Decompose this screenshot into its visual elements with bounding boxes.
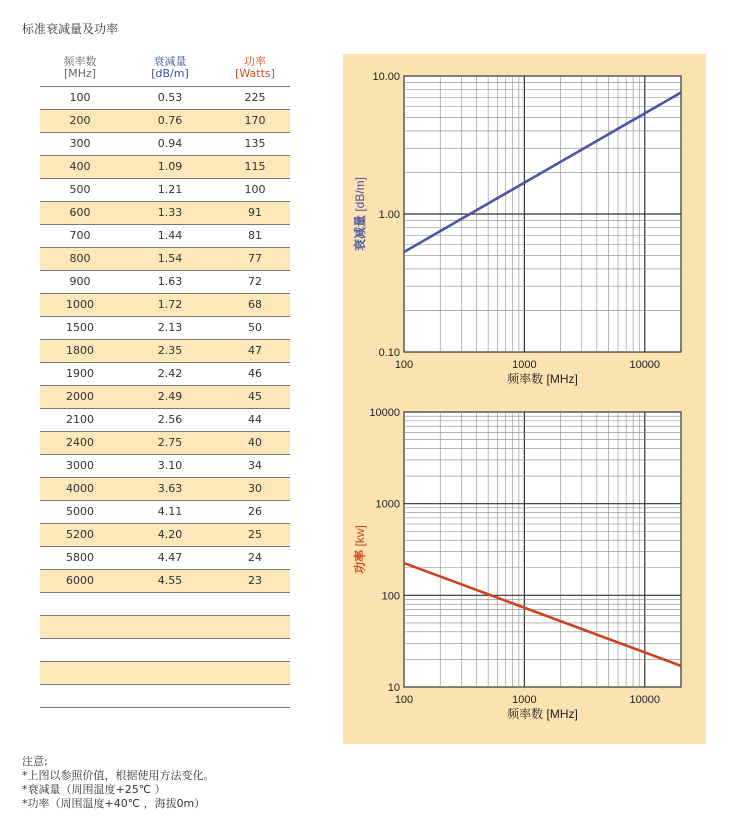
cell-power: 68 [248, 298, 262, 311]
notes [22, 755, 215, 811]
cell-frequency: 100 [69, 91, 91, 104]
cell-power: 115 [244, 160, 266, 173]
cell-attenuation: 1.09 [157, 160, 183, 173]
note-line: *衰减量（周围温度+25℃ ） [22, 783, 166, 796]
cell-frequency: 2400 [66, 436, 94, 449]
table-row [40, 271, 290, 294]
y-axis-label: 衰减量 [dB/m] [353, 176, 367, 252]
cell-power: 24 [248, 551, 262, 564]
table-row [40, 225, 290, 248]
cell-frequency: 5000 [66, 505, 94, 518]
table-row [40, 202, 290, 225]
cell-power: 47 [248, 344, 262, 357]
y-tick-label: 10000 [369, 407, 400, 419]
cell-attenuation: 3.10 [157, 459, 183, 472]
cell-frequency: 900 [69, 275, 91, 288]
cell-frequency: 1900 [66, 367, 94, 380]
table-row [40, 317, 290, 340]
table-row [40, 179, 290, 202]
table-row [40, 432, 290, 455]
header-attenuation-unit: [dB/m] [151, 67, 189, 80]
notes-heading: 注意: [22, 755, 48, 768]
table-row [40, 616, 290, 639]
y-axis-label: 功率 [kw] [353, 525, 367, 574]
table-row [40, 363, 290, 386]
table-row [40, 409, 290, 432]
cell-power: 40 [248, 436, 262, 449]
cell-frequency: 1000 [66, 298, 94, 311]
cell-frequency: 400 [69, 160, 91, 173]
page-title: 标准衰减量及功率 [22, 22, 119, 36]
cell-power: 34 [248, 459, 262, 472]
table-row [40, 340, 290, 363]
cell-frequency: 200 [69, 114, 91, 127]
table-row [40, 86, 290, 110]
table-row [40, 478, 290, 501]
table-row [40, 524, 290, 547]
table-row [40, 662, 290, 685]
cell-attenuation: 0.53 [157, 91, 183, 104]
cell-attenuation: 0.94 [157, 137, 183, 150]
cell-attenuation: 3.63 [157, 482, 183, 495]
cell-power: 30 [248, 482, 262, 495]
cell-attenuation: 1.33 [157, 206, 183, 219]
header-power-label: 功率 [244, 55, 266, 68]
cell-power: 26 [248, 505, 262, 518]
cell-power: 225 [244, 91, 266, 104]
table-row [40, 248, 290, 271]
header-frequency [40, 56, 120, 80]
cell-frequency: 700 [69, 229, 91, 242]
cell-power: 46 [248, 367, 262, 380]
cell-frequency: 6000 [66, 574, 94, 587]
cell-power: 135 [244, 137, 266, 150]
table-row [40, 110, 290, 133]
header-power [215, 56, 295, 80]
cell-attenuation: 1.54 [157, 252, 183, 265]
table-row [40, 501, 290, 524]
cell-frequency: 800 [69, 252, 91, 265]
cell-attenuation: 1.44 [157, 229, 183, 242]
chart-panel [343, 54, 706, 744]
header-frequency-label: 频率数 [63, 55, 97, 68]
cell-frequency: 500 [69, 183, 91, 196]
cell-power: 77 [248, 252, 262, 265]
cell-attenuation: 0.76 [157, 114, 183, 127]
cell-frequency: 300 [69, 137, 91, 150]
x-tick-label: 1000 [512, 359, 537, 371]
y-tick-label: 100 [381, 590, 400, 603]
cell-frequency: 5200 [66, 528, 94, 541]
cell-power: 50 [248, 321, 262, 334]
x-tick-label: 1000 [512, 694, 537, 706]
table-row [40, 156, 290, 179]
cell-attenuation: 1.72 [157, 298, 183, 311]
table-row [40, 593, 290, 616]
cell-power: 23 [248, 574, 262, 587]
cell-attenuation: 2.42 [157, 367, 183, 380]
x-tick-label: 100 [394, 359, 414, 371]
cell-attenuation: 1.63 [157, 275, 183, 288]
table-row [40, 639, 290, 662]
cell-frequency: 3000 [66, 459, 94, 472]
cell-frequency: 4000 [66, 482, 94, 495]
y-tick-label: 0.10 [378, 347, 400, 359]
spec-table [40, 56, 290, 708]
cell-attenuation: 2.49 [157, 390, 183, 403]
cell-frequency: 2100 [66, 413, 94, 426]
cell-attenuation: 2.35 [157, 344, 183, 357]
cell-attenuation: 4.55 [157, 574, 183, 587]
note-line: *功率（周围温度+40℃ ，海拔0m） [22, 797, 206, 810]
cell-power: 91 [248, 206, 262, 219]
x-tick-label: 10000 [629, 694, 661, 706]
cell-frequency: 5800 [66, 551, 94, 564]
cell-attenuation: 4.20 [157, 528, 183, 541]
y-tick-label: 10 [387, 682, 400, 694]
table-row [40, 133, 290, 156]
cell-frequency: 2000 [66, 390, 94, 403]
table-row [40, 386, 290, 409]
cell-attenuation: 2.56 [157, 413, 183, 426]
cell-power: 81 [248, 229, 262, 242]
charts-svg [343, 54, 706, 744]
y-tick-label: 1.00 [378, 209, 400, 221]
note-line: *上图以参照价值，根据使用方法变化。 [22, 769, 215, 782]
cell-power: 100 [244, 183, 266, 196]
cell-attenuation: 4.47 [157, 551, 183, 564]
cell-power: 25 [248, 528, 262, 541]
table-row [40, 455, 290, 478]
cell-frequency: 600 [69, 206, 91, 219]
table-header [40, 56, 290, 86]
cell-frequency: 1500 [66, 321, 94, 334]
header-attenuation-label: 衰减量 [153, 55, 187, 68]
table-row [40, 547, 290, 570]
header-attenuation [130, 56, 210, 80]
cell-attenuation: 2.13 [157, 321, 183, 334]
x-tick-label: 10000 [629, 359, 661, 371]
cell-power: 44 [248, 413, 262, 426]
table-row [40, 685, 290, 708]
y-tick-label: 1000 [375, 498, 400, 511]
x-axis-label: 频率数 [MHz] [507, 372, 578, 386]
cell-power: 45 [248, 390, 262, 403]
cell-attenuation: 2.75 [157, 436, 183, 449]
cell-power: 170 [244, 114, 266, 127]
header-frequency-unit: [MHz] [63, 67, 97, 80]
x-axis-label: 频率数 [MHz] [507, 707, 578, 721]
cell-attenuation: 4.11 [157, 505, 183, 518]
header-power-unit: [Watts] [235, 67, 275, 80]
table-row [40, 570, 290, 593]
cell-power: 72 [248, 275, 262, 288]
y-tick-label: 10.00 [372, 71, 400, 83]
cell-frequency: 1800 [66, 344, 94, 357]
table-row [40, 294, 290, 317]
table-body [40, 86, 290, 708]
cell-attenuation: 1.21 [157, 183, 183, 196]
x-tick-label: 100 [394, 694, 414, 706]
